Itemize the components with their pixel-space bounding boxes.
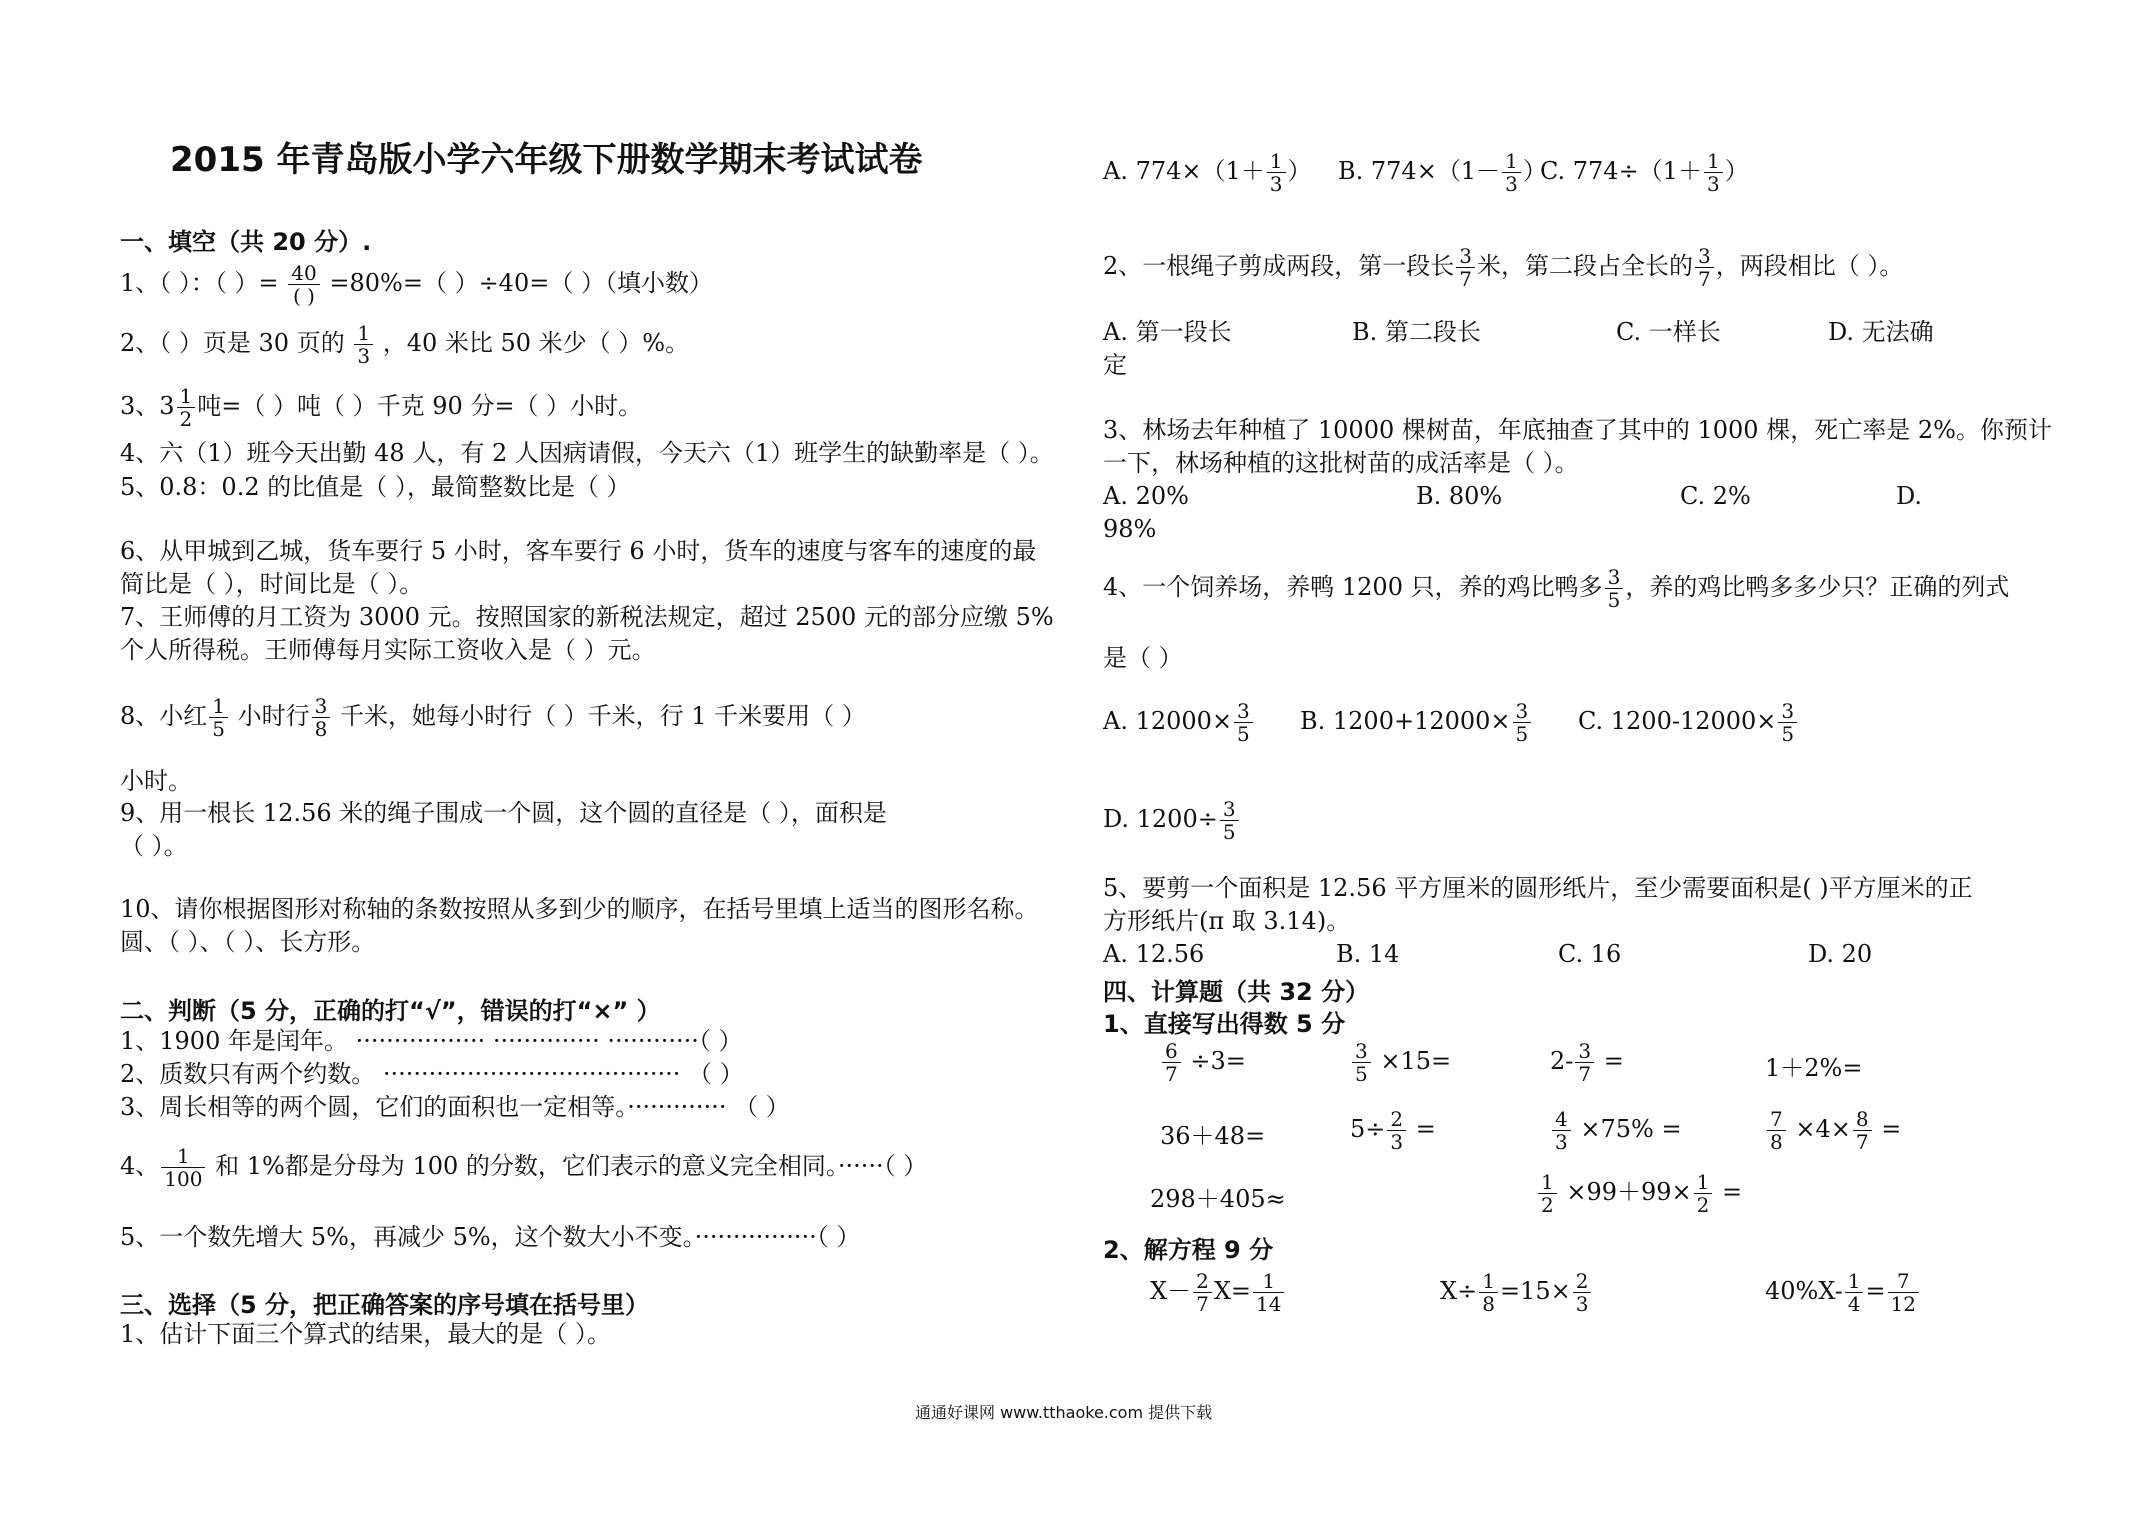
fill-question-8-line2: 小时。 <box>120 767 192 795</box>
choice-question-4: 4、一个饲养场，养鸭 1200 只，养的鸡比鸭多 $\frac{3}{5}$ ，养的鸡比鸭多多少只？正确的列式 <box>1103 565 2010 612</box>
choice-4-option-b: B. 1200+12000× $\frac{3}{5}$ <box>1300 700 1533 745</box>
calc-item-9: 298＋405≈ <box>1150 1185 1286 1213</box>
choice-3-option-c: C. 2% <box>1680 482 1751 510</box>
choice-5-option-c: C. 16 <box>1558 940 1622 968</box>
fraction: $\frac{1}{4}$ <box>1845 1270 1864 1315</box>
fraction: $\frac{3}{5}$ <box>1220 798 1239 843</box>
choice-4-option-d: D. 1200÷ $\frac{3}{5}$ <box>1103 798 1241 843</box>
fill-question-5: 5、0.8：0.2 的比值是（ ），最简整数比是（ ） <box>120 473 631 501</box>
choice-5-option-b: B. 14 <box>1336 940 1400 968</box>
calc-item-7: $\frac{4}{3}$ ×75% = <box>1550 1108 1682 1153</box>
choice-question-2: 2、一根绳子剪成两段，第一段长 $\frac{3}{7}$ 米，第二段占全长的 $\frac{3}{7}$ ，两段相比（ ）。 <box>1103 244 1904 291</box>
choice-5-option-d: D. 20 <box>1808 940 1873 968</box>
fraction: $\frac{3}{5}$ <box>1234 700 1253 745</box>
choice-question-1: 1、估计下面三个算式的结果，最大的是（ ）。 <box>120 1320 611 1348</box>
section-choice-heading: 三、选择（5 分，把正确答案的序号填在括号里） <box>120 1291 650 1319</box>
calc-item-10: $\frac{1}{2}$ ×99＋99× $\frac{1}{2}$ = <box>1536 1171 1742 1216</box>
fraction: $\frac{6}{7}$ <box>1162 1040 1181 1085</box>
choice-question-3-line1: 3、林场去年种植了 10000 棵树苗，年底抽查了其中的 1000 棵，死亡率是 2%。你预计 <box>1103 416 2052 444</box>
fraction: $\frac{3}{5}$ <box>1352 1040 1371 1085</box>
fraction: $\frac{1}{14}$ <box>1253 1270 1284 1315</box>
fraction: $\frac{3}{8}$ <box>312 695 331 740</box>
choice-2-option-d-cont: 定 <box>1103 351 1127 379</box>
fill-question-6-line2: 简比是（ ），时间比是（ ）。 <box>120 570 424 598</box>
calc-item-6: 5÷ $\frac{2}{3}$ = <box>1350 1107 1436 1154</box>
fill-question-10-line1: 10、请你根据图形对称轴的条数按照从多到少的顺序，在括号里填上适当的图形名称。 <box>120 895 1039 923</box>
choice-1-option-b: B. 774×（1－ $\frac{1}{3}$ ） <box>1338 149 1547 196</box>
fill-question-2: 2、（ ）页是 30 页的 $\frac{1}{3}$ ，40 米比 50 米少（ ）%。 <box>120 321 690 368</box>
choice-3-option-d-cont: 98% <box>1103 515 1157 543</box>
fill-question-7-line2: 个人所得税。王师傅每月实际工资收入是（ ）元。 <box>120 636 656 664</box>
fill-question-8: 8、小红 $\frac{1}{5}$ 小时行 $\frac{3}{8}$ 千米，她每小时行（ ）千米，行 1 千米要用（ ） <box>120 694 866 741</box>
choice-3-option-b: B. 80% <box>1416 482 1503 510</box>
equation-1: X－ $\frac{2}{7}$ X= $\frac{1}{14}$ <box>1150 1270 1286 1315</box>
fraction: $\frac{1}{5}$ <box>209 695 228 740</box>
fraction: $\frac{1}{3}$ <box>1704 150 1723 195</box>
page-title: 2015 年青岛版小学六年级下册数学期末考试试卷 <box>170 140 923 180</box>
choice-1-option-a: A. 774×（1＋ $\frac{1}{3}$ ） <box>1103 149 1312 196</box>
fill-question-10-line2: 圆、（ ）、（ ）、长方形。 <box>120 928 376 956</box>
choice-question-3-line2: 一下，林场种植的这批树苗的成活率是（ ）。 <box>1103 449 1579 477</box>
calc-part-1-heading: 1、直接写出得数 5 分 <box>1103 1010 1346 1038</box>
section-calc-heading: 四、计算题（共 32 分） <box>1103 978 1370 1006</box>
calc-item-1: $\frac{6}{7}$ ÷3= <box>1160 1040 1246 1085</box>
fraction: $\frac{2}{7}$ <box>1193 1270 1212 1315</box>
choice-3-option-a: A. 20% <box>1103 482 1189 510</box>
equation-2: X÷ $\frac{1}{8}$ =15× $\frac{2}{3}$ <box>1440 1270 1593 1315</box>
fraction: $\frac{3}{5}$ <box>1605 566 1624 611</box>
choice-question-4-line2: 是（ ） <box>1103 644 1183 672</box>
section-fill-heading: 一、填空（共 20 分）. <box>120 228 372 256</box>
fraction: $\frac{3}{7}$ <box>1695 245 1714 290</box>
fraction: $\frac{1}{3}$ <box>354 322 373 367</box>
judge-question-4: 4、 $\frac{1}{100}$ 和 1%都是分母为 100 的分数，它们表示的意义完全相同。······（ ） <box>120 1144 928 1191</box>
fraction: $\frac{8}{7}$ <box>1853 1108 1872 1153</box>
choice-2-option-b: B. 第二段长 <box>1352 318 1481 346</box>
choice-4-option-c: C. 1200-12000× $\frac{3}{5}$ <box>1578 700 1799 745</box>
calc-item-2: $\frac{3}{5}$ ×15= <box>1350 1040 1451 1085</box>
fraction: $\frac{7}{12}$ <box>1888 1270 1919 1315</box>
judge-question-2: 2、质数只有两个约数。 ······································· （ ） <box>120 1060 744 1088</box>
choice-2-option-a: A. 第一段长 <box>1103 318 1232 346</box>
fraction: $\frac{40}{( )}$ <box>288 262 319 307</box>
calc-item-8: $\frac{7}{8}$ ×4× $\frac{8}{7}$ = <box>1765 1108 1901 1153</box>
fraction: $\frac{2}{3}$ <box>1387 1108 1406 1153</box>
fraction: $\frac{1}{8}$ <box>1479 1270 1498 1315</box>
fraction: $\frac{3}{7}$ <box>1575 1040 1594 1085</box>
fraction: $\frac{3}{7}$ <box>1456 245 1475 290</box>
choice-3-option-d: D. <box>1896 482 1923 510</box>
choice-4-option-a: A. 12000× $\frac{3}{5}$ <box>1103 700 1255 745</box>
choice-question-5-line2: 方形纸片(π 取 3.14)。 <box>1103 907 1351 935</box>
fraction: $\frac{1}{100}$ <box>161 1145 205 1190</box>
fill-question-6-line1: 6、从甲城到乙城，货车要行 5 小时，客车要行 6 小时，货车的速度与客车的速度的最 <box>120 537 1037 565</box>
judge-question-5: 5、一个数先增大 5%，再减少 5%，这个数大小不变。················（ ） <box>120 1223 861 1251</box>
judge-question-1: 1、1900 年是闰年。 ················· ·············· ············（ ） <box>120 1027 743 1055</box>
fill-question-9-line1: 9、用一根长 12.56 米的绳子围成一个圆，这个圆的直径是（ ），面积是 <box>120 799 887 827</box>
fraction: $\frac{1}{2}$ <box>1694 1171 1713 1216</box>
calc-part-2-heading: 2、解方程 9 分 <box>1103 1236 1274 1264</box>
fill-question-3: 3、3 $\frac{1}{2}$ 吨=（ ）吨（ ）千克 90 分=（ ）小时。 <box>120 384 643 431</box>
equation-3: 40%X- $\frac{1}{4}$ = $\frac{7}{12}$ <box>1765 1270 1921 1315</box>
fill-question-7-line1: 7、王师傅的月工资为 3000 元。按照国家的新税法规定，超过 2500 元的部分应缴 5% <box>120 603 1054 631</box>
fraction: $\frac{3}{5}$ <box>1513 700 1532 745</box>
choice-1-option-c: C. 774÷（1＋ $\frac{1}{3}$ ） <box>1540 149 1749 196</box>
calc-item-3: 2- $\frac{3}{7}$ = <box>1550 1039 1624 1086</box>
calc-item-4: 1＋2%= <box>1765 1054 1863 1082</box>
fraction: $\frac{3}{5}$ <box>1778 700 1797 745</box>
fraction: $\frac{2}{3}$ <box>1573 1270 1592 1315</box>
fraction: $\frac{7}{8}$ <box>1767 1108 1786 1153</box>
fraction: $\frac{4}{3}$ <box>1552 1108 1571 1153</box>
fraction: $\frac{1}{3}$ <box>1502 150 1521 195</box>
fraction: $\frac{1}{2}$ <box>177 385 196 430</box>
fill-question-9-line2: （ ）。 <box>120 832 188 860</box>
judge-question-3: 3、周长相等的两个圆，它们的面积也一定相等。············· （ ） <box>120 1093 790 1121</box>
footer-credit: 通通好课网 www.tthaoke.com 提供下载 <box>915 1403 1213 1422</box>
choice-2-option-d: D. 无法确 <box>1828 318 1934 346</box>
calc-item-5: 36＋48= <box>1160 1122 1266 1150</box>
choice-2-option-c: C. 一样长 <box>1616 318 1721 346</box>
fraction: $\frac{1}{2}$ <box>1538 1171 1557 1216</box>
fill-question-4: 4、六（1）班今天出勤 48 人，有 2 人因病请假，今天六（1）班学生的缺勤率是（ ）。 <box>120 439 1054 467</box>
section-judge-heading: 二、判断（5 分，正确的打“√”，错误的打“×” ） <box>120 997 661 1025</box>
choice-question-5-line1: 5、要剪一个面积是 12.56 平方厘米的圆形纸片，至少需要面积是( )平方厘米的正 <box>1103 874 1973 902</box>
fill-question-1: 1、（ ）：（ ）= $\frac{40}{( )}$ =80%=（ ）÷40=（ ）（填小数） <box>120 261 713 308</box>
fraction: $\frac{1}{3}$ <box>1267 150 1286 195</box>
choice-5-option-a: A. 12.56 <box>1103 940 1205 968</box>
